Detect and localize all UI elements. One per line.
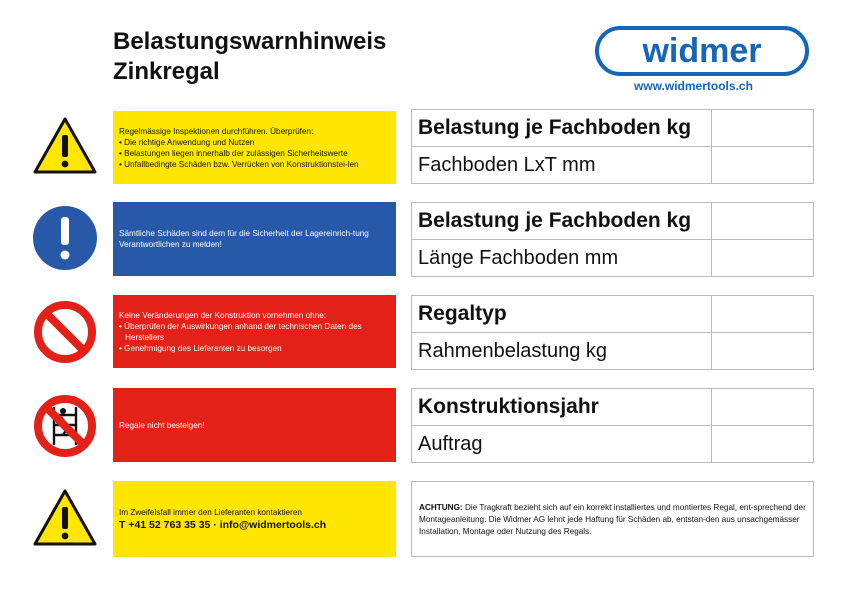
website-url[interactable]: www.widmertools.ch <box>634 79 753 93</box>
table-row <box>412 426 814 463</box>
liability-note <box>411 481 814 557</box>
table-row <box>412 240 814 277</box>
field-value[interactable] <box>712 203 814 240</box>
widmer-logo <box>595 26 809 76</box>
modification-list <box>119 321 390 354</box>
table-row <box>412 110 814 147</box>
field-value[interactable] <box>712 110 814 147</box>
damage-report-notice <box>113 202 396 276</box>
no-climbing-text: Regale nicht besteigen! <box>119 420 205 430</box>
field-label: Fachboden LxT mm <box>412 147 712 184</box>
modification-intro: Keine Veränderungen der Konstruktion vornehmen ohne: <box>119 310 327 320</box>
info-table-4 <box>411 388 814 463</box>
note-label: ACHTUNG: <box>419 503 463 512</box>
field-value[interactable] <box>712 389 814 426</box>
info-table-1 <box>411 109 814 184</box>
table-row <box>412 389 814 426</box>
inspection-notice <box>113 111 396 184</box>
info-table-3 <box>411 295 814 370</box>
logo-text: widmer <box>642 32 762 70</box>
inspection-intro: Regelmässige Inspektionen durchführen. Überprüfen: <box>119 126 314 136</box>
field-value[interactable] <box>712 147 814 184</box>
field-label: Konstruktionsjahr <box>412 389 712 426</box>
list-item: • Überprüfen der Auswirkungen anhand der technischen Daten des Herstellers <box>119 321 390 343</box>
prohibition-icon <box>32 299 98 365</box>
no-climbing-icon <box>32 393 98 459</box>
contact-intro: Im Zweifelsfall immer den Lieferanten kontaktieren <box>119 508 302 517</box>
warning-triangle-icon <box>32 486 98 552</box>
field-label: Rahmenbelastung kg <box>412 333 712 370</box>
field-value[interactable] <box>712 426 814 463</box>
table-row <box>412 296 814 333</box>
contact-notice <box>113 481 396 557</box>
list-item: • Belastungen liegen innerhalb der zulässigen Sicherheitswerte <box>119 148 390 159</box>
page-title <box>113 27 386 87</box>
table-row <box>412 147 814 184</box>
mandatory-info-icon <box>32 205 98 271</box>
info-table-2 <box>411 202 814 277</box>
field-value[interactable] <box>712 240 814 277</box>
list-item: • Die richtige Anwendung und Nutzen <box>119 137 390 148</box>
field-label: Länge Fachboden mm <box>412 240 712 277</box>
list-item: • Unfallbedingte Schäden bzw. Verrücken von Konstruktionstei-len <box>119 159 390 170</box>
field-label: Belastung je Fachboden kg <box>412 110 712 147</box>
note-text: Die Tragkraft bezieht sich auf ein korrekt installiertes und montiertes Regal, ent-sprechend der Montageanleitung. Die Widmer AG lehnt jede Haftung für Schäden ab, entstan-den aus unsachgemässer Installation, Montage oder Nutzung des Regals. <box>419 503 806 536</box>
field-value[interactable] <box>712 296 814 333</box>
modification-notice <box>113 295 396 368</box>
title-line-2: Zinkregal <box>113 58 220 85</box>
title-line-1: Belastungswarnhinweis <box>113 28 387 55</box>
field-label: Auftrag <box>412 426 712 463</box>
field-value[interactable] <box>712 333 814 370</box>
contact-details[interactable]: T +41 52 763 35 35 · info@widmertools.ch <box>119 519 327 531</box>
list-item: • Genehmigung des Lieferanten zu besorgen <box>119 343 390 354</box>
table-row <box>412 333 814 370</box>
inspection-list <box>119 137 390 170</box>
damage-report-text: Sämtliche Schäden sind dem für die Sicherheit der Lagereinrich-tung Verantwortlichen zu melden! <box>119 229 369 249</box>
field-label: Belastung je Fachboden kg <box>412 203 712 240</box>
field-label: Regaltyp <box>412 296 712 333</box>
no-climbing-notice <box>113 388 396 462</box>
table-row <box>412 203 814 240</box>
warning-triangle-icon <box>32 114 98 180</box>
